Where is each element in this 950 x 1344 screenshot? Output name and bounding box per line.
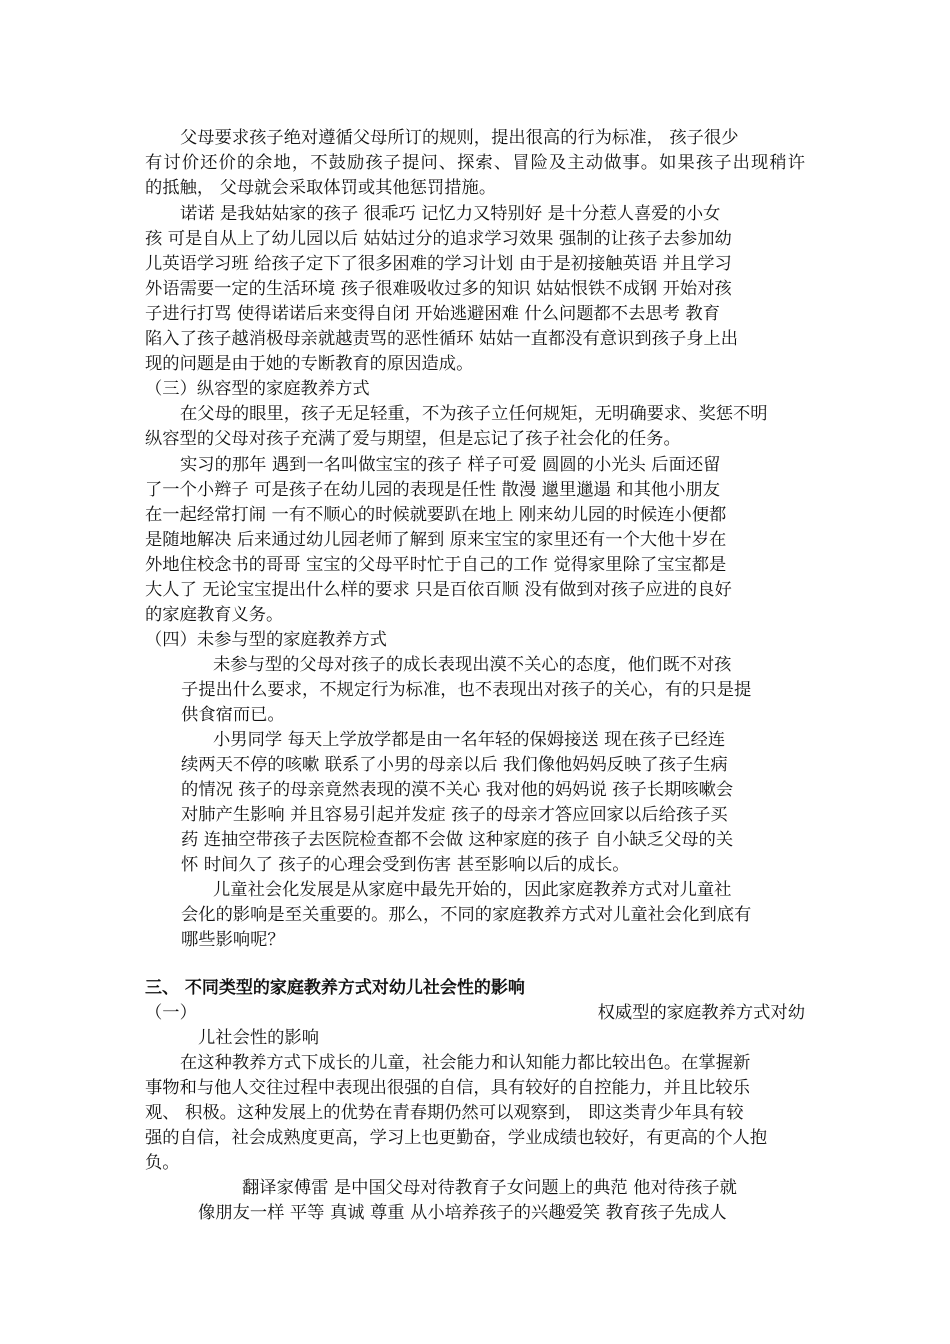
paragraph-line: 现的问题是由于她的专断教育的原因造成。	[145, 354, 474, 374]
paragraph-line: 了一个小辫子 可是孩子在幼儿园的表现是任性 散漫 邋里邋遢 和其他小朋友	[145, 480, 720, 500]
paragraph-line: 小男同学 每天上学放学都是由一名年轻的保姆接送 现在孩子已经连	[213, 730, 726, 750]
paragraph-line: 是随地解决 后来通过幼儿园老师了解到 原来宝宝的家里还有一个大他十岁在	[145, 530, 727, 550]
paragraph-line: 子进行打骂 使得诺诺后来变得自闭 开始逃避困难 什么问题都不去思考 教育	[145, 304, 720, 324]
section-heading: （三）纵容型的家庭教养方式	[145, 379, 370, 399]
paragraph-line: 大人了 无论宝宝提出什么样的要求 只是百依百顺 没有做到对孩子应进的良好	[145, 580, 732, 600]
paragraph-line: 未参与型的父母对孩子的成长表现出漠不关心的态度，他们既不对孩	[213, 655, 732, 675]
paragraph-line: 儿英语学习班 给孩子定下了很多困难的学习计划 由于是初接触英语 并且学习	[145, 254, 732, 274]
paragraph-line: 事物和与他人交往过程中表现出很强的自信，具有较好的自控能力，并且比较乐	[145, 1078, 750, 1098]
paragraph-line: 外语需要一定的生活环境 孩子很难吸收过多的知识 姑姑恨铁不成钢 开始对孩	[145, 279, 732, 299]
paragraph-line: 哪些影响呢？	[181, 930, 285, 950]
paragraph-line: 怀 时间久了 孩子的心理会受到伤害 甚至影响以后的成长。	[181, 855, 630, 875]
paragraph-line: 孩 可是自从上了幼儿园以后 姑姑过分的追求学习效果 强制的让孩子去参加幼	[145, 229, 732, 249]
paragraph-line: 的抵触， 父母就会采取体罚或其他惩罚措施。	[145, 178, 497, 198]
paragraph-line: 供食宿而已。	[181, 705, 285, 725]
paragraph-line: 外地住校念书的哥哥 宝宝的父母平时忙于自己的工作 觉得家里除了宝宝都是	[145, 555, 727, 575]
section-heading: （四）未参与型的家庭教养方式	[145, 630, 387, 650]
paragraph-line: 在父母的眼里，孩子无足轻重，不为孩子立任何规矩，无明确要求、奖惩不明	[180, 404, 768, 424]
paragraph-line: 子提出什么要求，不规定行为标准，也不表现出对孩子的关心，有的只是提	[181, 680, 752, 700]
paragraph-line: 像朋友一样 平等 真诚 尊重 从小培养孩子的兴趣爱笑 教育孩子先成人	[198, 1203, 727, 1223]
paragraph-line: 陷入了孩子越消极母亲就越责骂的恶性循环 姑姑一直都没有意识到孩子身上出	[145, 329, 739, 349]
paragraph-line: 儿童社会化发展是从家庭中最先开始的，因此家庭教养方式对儿童社	[213, 880, 732, 900]
paragraph-line: 续两天不停的咳嗽 联系了小男的母亲以后 我们像他妈妈反映了孩子生病	[181, 755, 728, 775]
paragraph-line: 纵容型的父母对孩子充满了爱与期望，但是忘记了孩子社会化的任务。	[145, 429, 681, 449]
paragraph-line: 会化的影响是至关重要的。那么，不同的家庭教养方式对儿童社会化到底有	[181, 905, 752, 925]
paragraph-line: 药 连抽空带孩子去医院检查都不会做 这种家庭的孩子 自小缺乏父母的关	[181, 830, 734, 850]
paragraph-line: 强的自信，社会成熟度更高，学习上也更勤奋，学业成绩也较好，有更高的个人抱	[145, 1128, 768, 1148]
paragraph-line: 的家庭教育义务。	[145, 605, 284, 625]
paragraph-line: 观、 积极。这种发展上的优势在青春期仍然可以观察到， 即这类青少年具有较	[145, 1103, 744, 1123]
paragraph-line: 负。	[145, 1153, 180, 1173]
paragraph-line: 的情况 孩子的母亲竟然表现的漠不关心 我对他的妈妈说 孩子长期咳嗽会	[181, 780, 734, 800]
paragraph-line: 在这种教养方式下成长的儿童，社会能力和认知能力都比较出色。在掌握新	[180, 1053, 751, 1073]
paragraph-line: 实习的那年 遇到一名叫做宝宝的孩子 样子可爱 圆圆的小光头 后面还留	[180, 455, 721, 475]
paragraph-line: 父母要求孩子绝对遵循父母所订的规则，提出很高的行为标准， 孩子很少	[180, 128, 739, 148]
paragraph-line: 对肺产生影响 并且容易引起并发症 孩子的母亲才答应回家以后给孩子买	[181, 805, 728, 825]
subsection-heading: 权威型的家庭教养方式对幼	[597, 1003, 805, 1023]
paragraph-line: 在一起经常打闹 一有不顺心的时候就要趴在地上 刚来幼儿园的时候连小便都	[145, 505, 727, 525]
paragraph-line: 翻译家傅雷 是中国父母对待教育子女问题上的典范 他对待孩子就	[242, 1178, 737, 1198]
paragraph-line: 有讨价还价的余地，不鼓励孩子提问、探索、冒险及主动做事。如果孩子出现稍许	[145, 153, 805, 173]
chapter-heading: 三、 不同类型的家庭教养方式对幼儿社会性的影响	[145, 978, 525, 998]
subsection-number: （一）	[145, 1003, 197, 1023]
paragraph-line: 诺诺 是我姑姑家的孩子 很乖巧 记忆力又特别好 是十分惹人喜爱的小女	[180, 204, 721, 224]
subsection-heading: 儿社会性的影响	[198, 1028, 319, 1048]
